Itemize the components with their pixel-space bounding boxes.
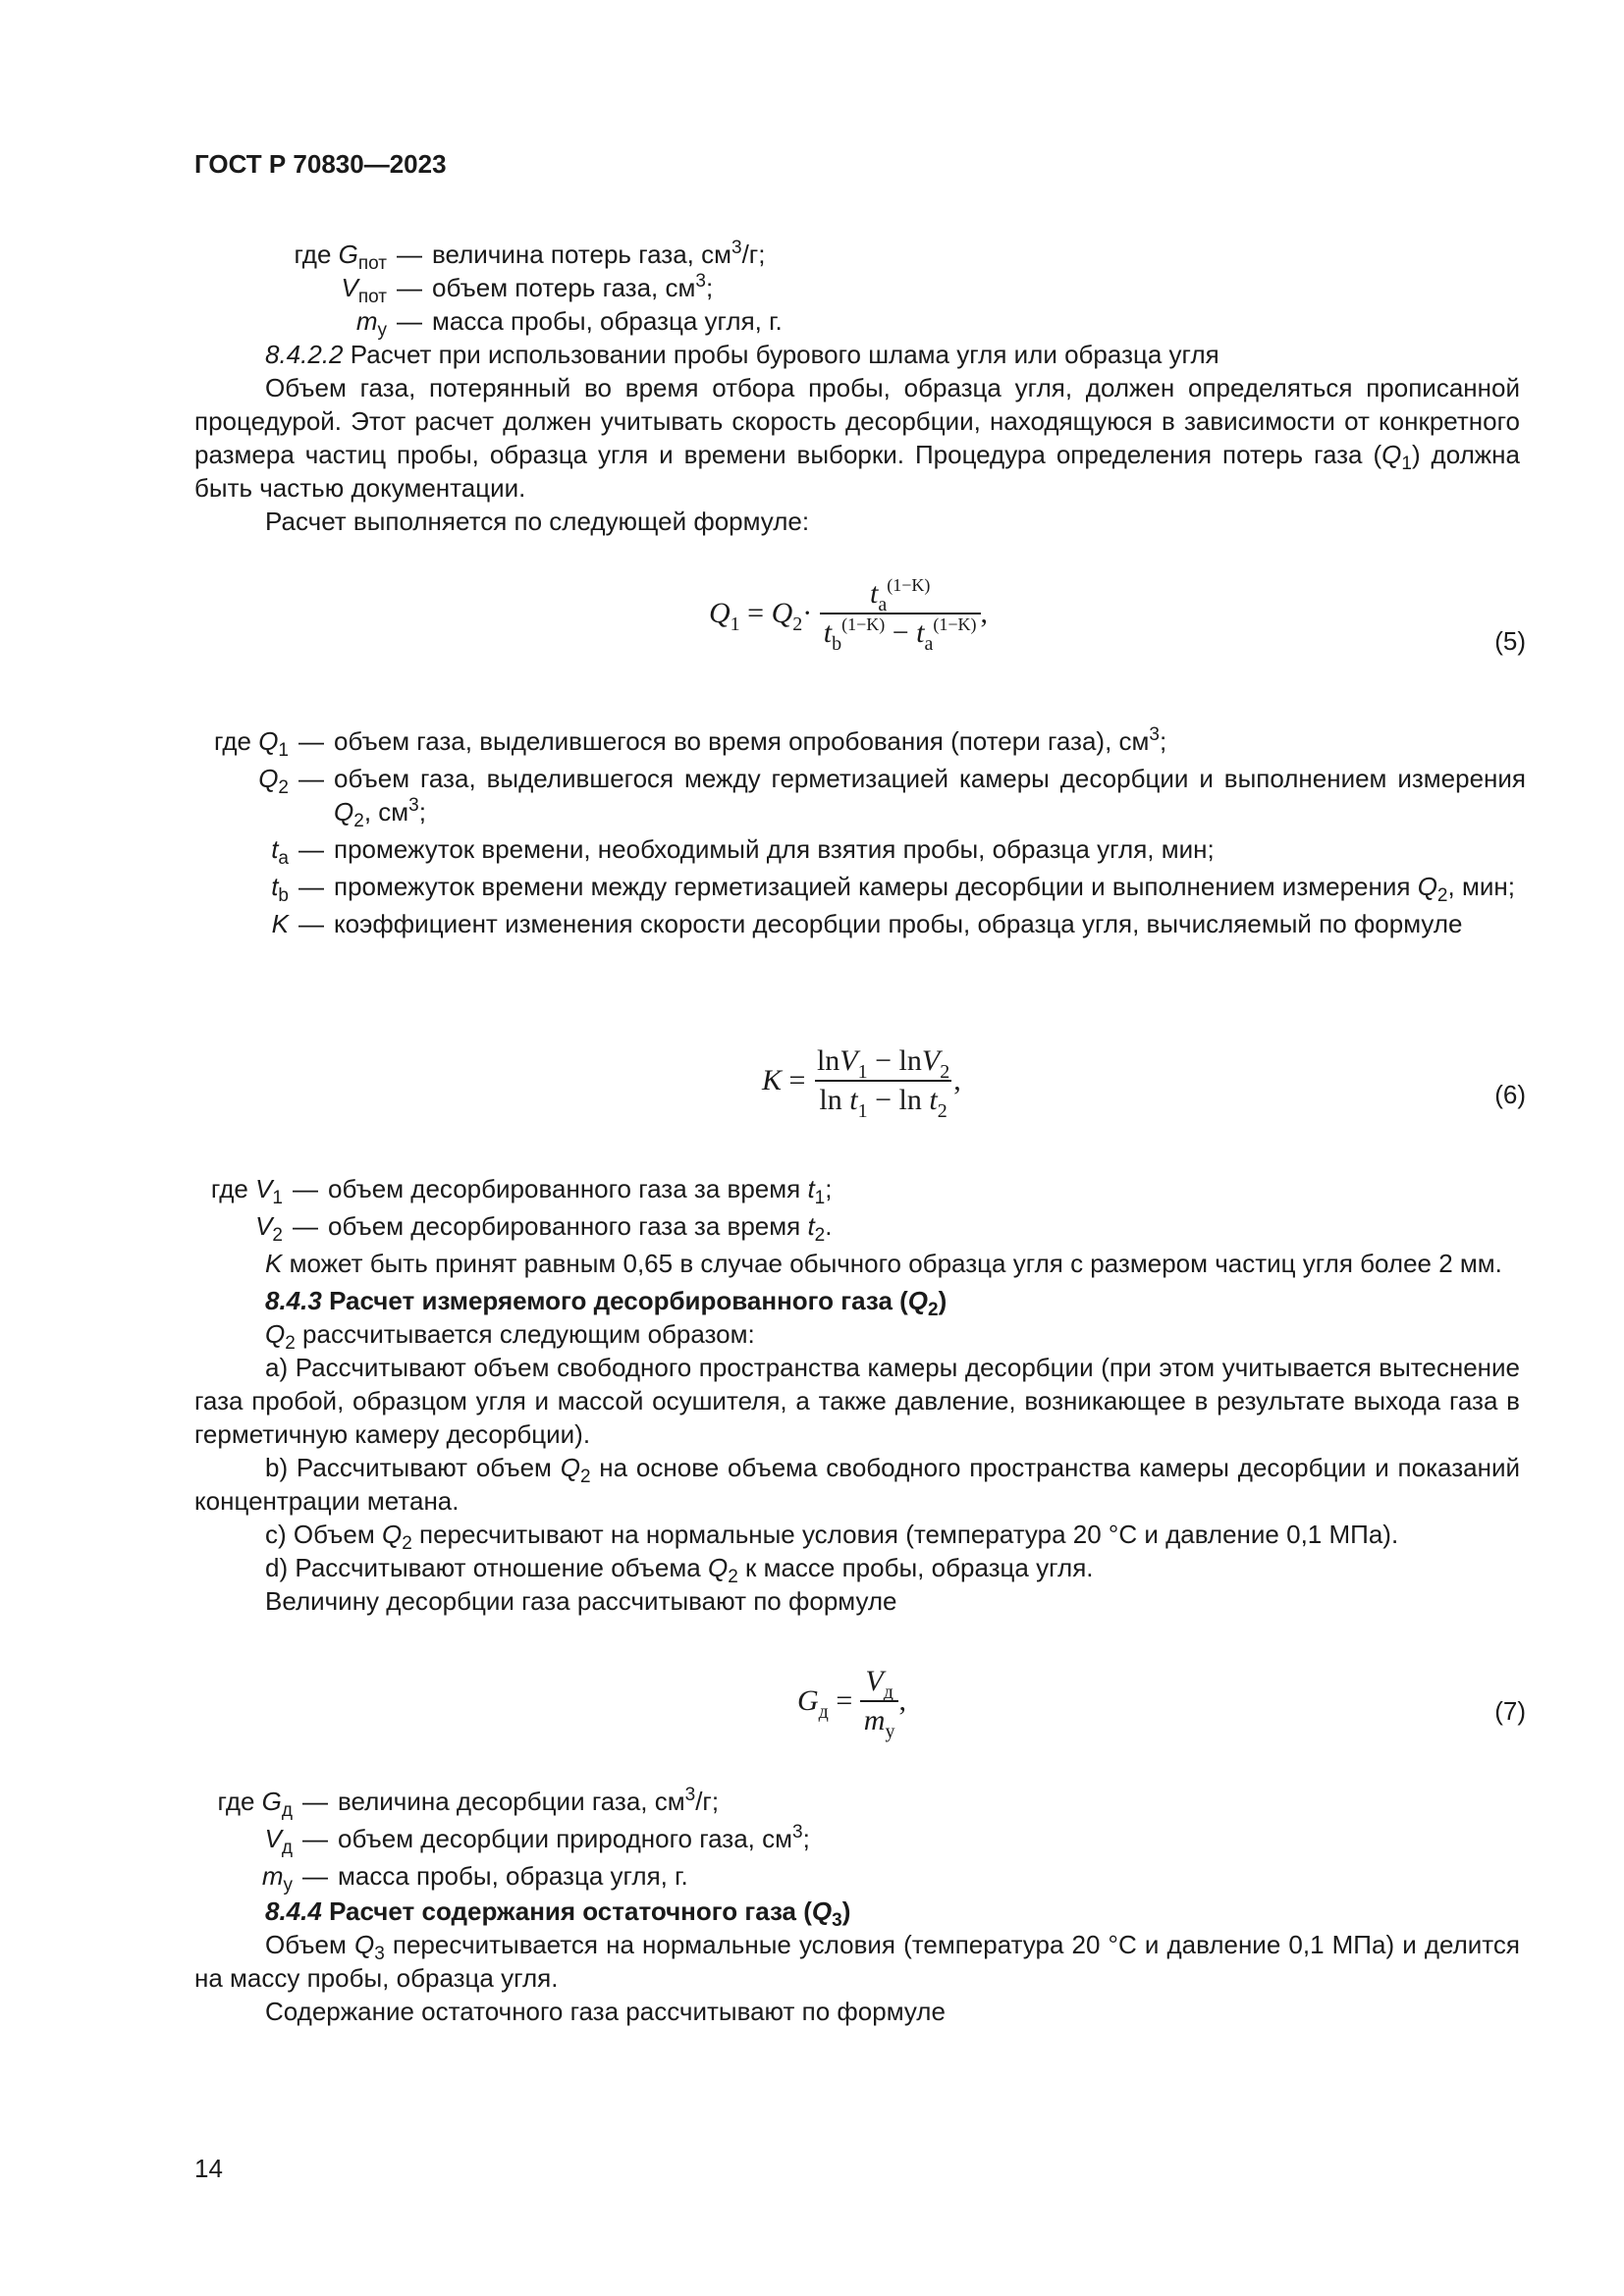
section-heading-8422: 8.4.2.2 Расчет при использовании пробы бурового шлама угля или образца угля (265, 340, 1219, 369)
definitions-block-3 (194, 1172, 1526, 1246)
paragraph: $Q_2$ рассчитывается следующим образом: (265, 1319, 755, 1354)
formula-6-fraction: $\frac{\ln V_1 - \ln V_2}{\ln t_1 - \ln t_2}$ (816, 1044, 950, 1122)
formula-6: K = $\frac{\ln V_1 - \ln V_2}{\ln t_1 - \ln t_2}$ , (762, 1044, 961, 1122)
page-number: 14 (194, 2154, 223, 2183)
paragraph: Объем газа, потерянный во время отбора пробы, образца угля, должен определяться прописанной процедурой. Этот расчет должен учитывать скорость десорбции, находящуюся в зависимости от конкретного размера частиц пробы, образца угля и времени выборки. Процедура определения потерь газа $(Q_1)$ должна быть частью документации. (194, 373, 1520, 503)
list-item: d) Рассчитывают отношение объема $Q_2$ к массе пробы, образца угля. (265, 1553, 1094, 1587)
section-heading-844: 8.4.4 Расчет содержания остаточного газа $(Q_3)$ (265, 1896, 851, 1931)
definition-row: $Q_2$ — объем газа, выделившегося между герметизацией камеры десорбции и выполнением измерения $Q_2$, $см^3$; (258, 764, 1526, 831)
definition-row: $V_д$ — объем десорбции природного газа, $см^3$; (264, 1822, 810, 1858)
paragraph: Величину десорбции газа рассчитывают по формуле (265, 1586, 897, 1616)
formula-5: $Q_1 = Q_2\cdot$ $\frac{t_a^{(1-K)}}{t_b^{(1-K)} - t_a^{(1-K)}}$ , (709, 575, 989, 655)
definition-row: K — коэффициент изменения скорости десорбции пробы, образца угля, вычисляемый по формуле (271, 909, 1463, 938)
paragraph: K может быть принят равным 0,65 в случае обычного образца угля с размером частиц угля более 2 мм. (265, 1249, 1502, 1278)
paragraph: Содержание остаточного газа рассчитывают по формуле (265, 1997, 946, 2026)
definition-row: $m_у$ — масса пробы, образца угля, г. (261, 1861, 688, 1896)
definition-row: $V_2$ — объем десорбированного газа за время $t_2$. (255, 1211, 833, 1246)
definition-row: $V_{пот}$ — объем потерь газа, $см^3$; (341, 271, 714, 307)
paragraph: Объем $Q_3$ пересчитывается на нормальные условия (температура 20 °C и давление 0,1 МПа) и делится на массу пробы, образца угля. (194, 1930, 1521, 1993)
body-text-block-2 (194, 1247, 1520, 1618)
list-item: b) Рассчитывают объем $Q_2$ на основе объема свободного пространства камеры десорбции и показаний концентрации метана. (194, 1453, 1520, 1516)
definition-row: $t_b$ — промежуток времени между герметизацией камеры десорбции и выполнением измерения $Q_2$, мин; (271, 872, 1515, 906)
formula-5-number: (5) (1494, 626, 1526, 656)
list-item: c) Объем $Q_2$ пересчитывают на нормальные условия (температура 20 °C и давление 0,1 МПа). (265, 1520, 1399, 1554)
formula-7: $G_д$ = $\frac{V_д}{m_у}$ , (797, 1665, 906, 1742)
document-header: ГОСТ Р 70830—2023 (194, 149, 447, 179)
section-heading-843: 8.4.3 Расчет измеряемого десорбированного газа $(Q_2)$ (265, 1286, 947, 1320)
formula-7-number: (7) (1494, 1696, 1526, 1726)
definition-row: где $V_1$ — объем десорбированного газа за время $t_1$; (210, 1174, 833, 1208)
body-text-block-3 (194, 1895, 1520, 2028)
body-text-block-1 (194, 338, 1520, 538)
definition-row: $t_a$ — промежуток времени, необходимый для взятия пробы, образца угля, мин; (271, 834, 1215, 869)
definition-row: где $G_{пот}$ — величина потерь газа, $см^3/г$; (294, 238, 766, 274)
list-item: a) Рассчитывают объем свободного пространства камеры десорбции (при этом учитывается вытеснение газа пробой, образцом угля и массой осушителя, а также давление, возникающее в результате выхода газа в герметичную камеру десорбции). (194, 1353, 1520, 1449)
definition-row: $m_у$ — масса пробы, образца угля, г. (355, 306, 783, 341)
definition-row: где $G_д$ — величина десорбции газа, $см^3/г$; (217, 1785, 720, 1821)
formula-6-number: (6) (1494, 1080, 1526, 1109)
formula-7-fraction: $\frac{V_д}{m_у}$ (860, 1665, 899, 1737)
definitions-block-4 (194, 1785, 1526, 1896)
definitions-block-1 (194, 238, 1520, 341)
definitions-block-2 (194, 724, 1526, 940)
paragraph: Расчет выполняется по следующей формуле: (265, 507, 810, 536)
definition-row: где $Q_1$ — объем газа, выделившегося во время опробования (потери газа), $см^3$; (214, 724, 1167, 761)
formula-5-fraction: $\frac{t_a^{(1-K)}}{t_b^{(1-K)} - t_a^{(1-K)}}$ (820, 577, 981, 650)
